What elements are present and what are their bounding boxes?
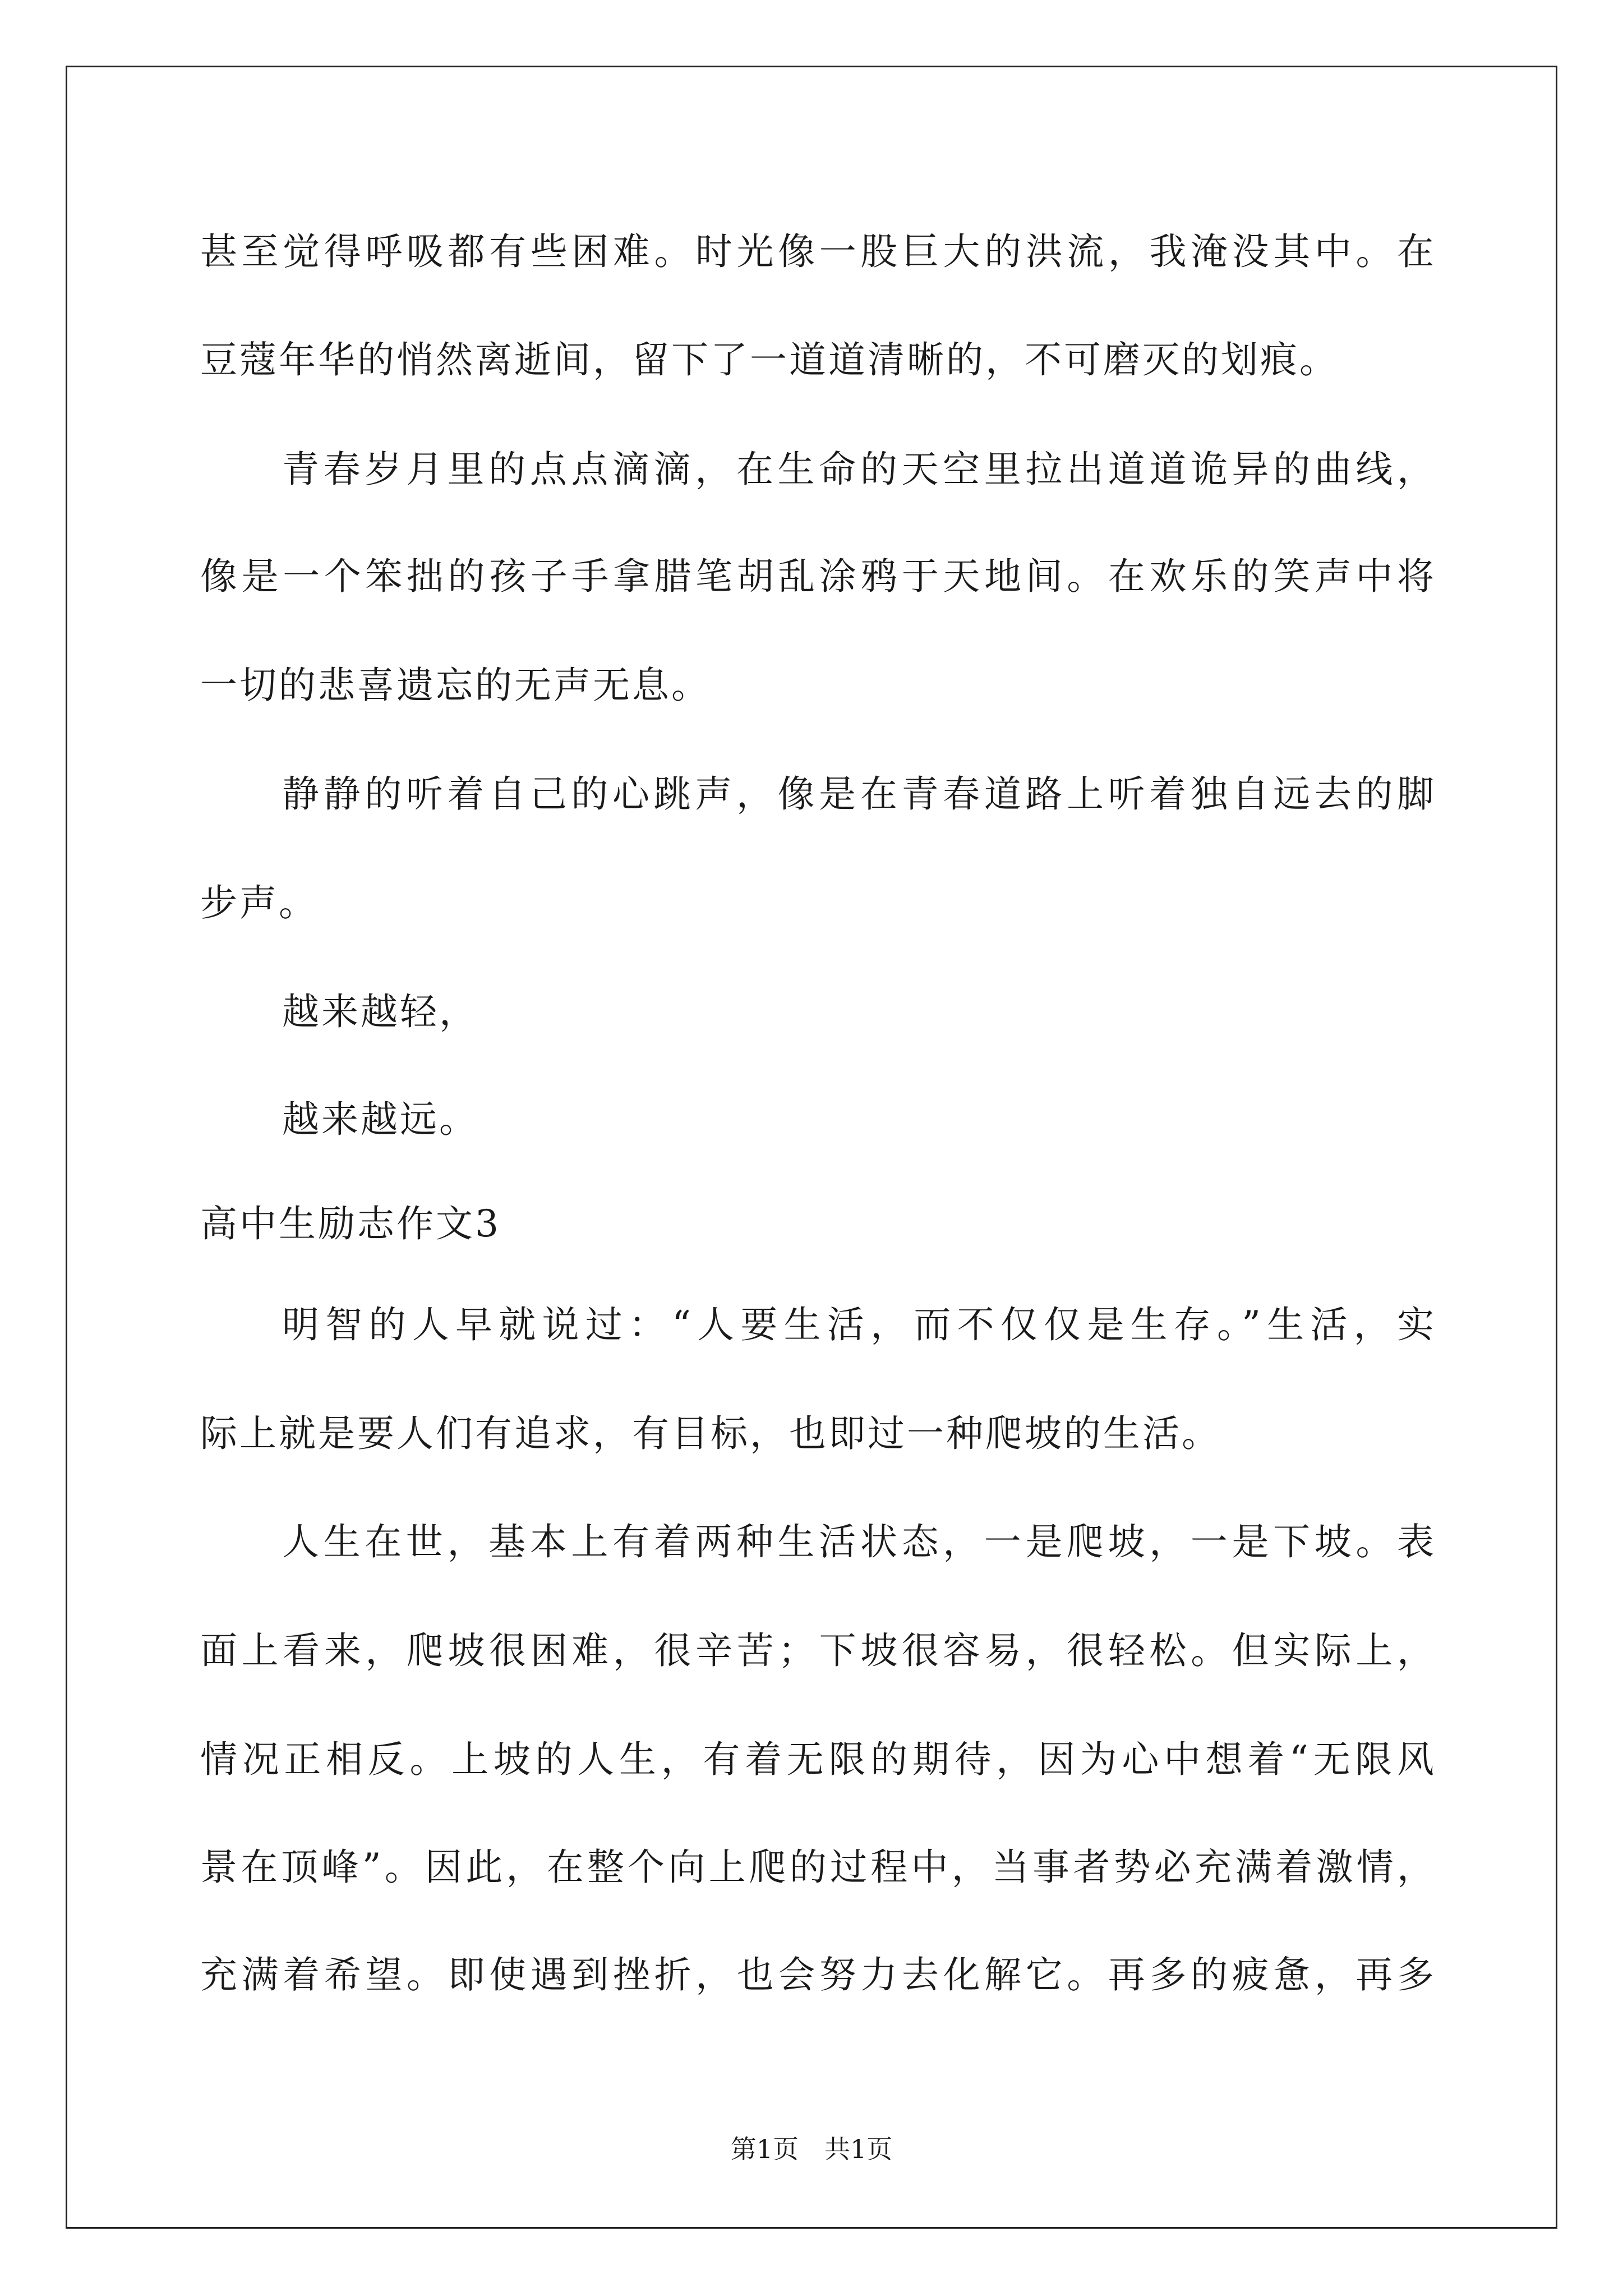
- page-footer: 第1页 共1页: [730, 2134, 893, 2164]
- paragraph-start-line: 越来越轻，: [282, 990, 478, 1033]
- text-line: 际上就是要人们有追求，有目标，也即过一种爬坡的生活。: [200, 1412, 1221, 1455]
- text-line: 情况正相反。上坡的人生，有着无限的期待，因为心中想着“无限风: [200, 1738, 1434, 1781]
- text-line: 甚至觉得呼吸都有些困难。时光像一股巨大的洪流，我淹没其中。在: [200, 230, 1434, 273]
- text-line: 一切的悲喜遗忘的无声无息。: [200, 664, 711, 707]
- page-border: [66, 66, 1557, 2229]
- paragraph-start-line: 青春岁月里的点点滴滴，在生命的天空里拉出道道诡异的曲线，: [282, 448, 1434, 491]
- paragraph-start-line: 静静的听着自己的心跳声，像是在青春道路上听着独自远去的脚: [282, 772, 1434, 816]
- text-line: 步声。: [200, 881, 318, 924]
- text-line: 面上看来，爬坡很困难，很辛苦；下坡很容易，很轻松。但实际上，: [200, 1629, 1434, 1672]
- paragraph-start-line: 明智的人早就说过：“人要生活，而不仅仅是生存。”生活，实: [282, 1303, 1434, 1346]
- text-line: 景在顶峰”。因此，在整个向上爬的过程中，当事者势必充满着激情，: [200, 1846, 1434, 1889]
- text-line: 充满着希望。即使遇到挫折，也会努力去化解它。再多的疲惫，再多: [200, 1953, 1434, 1996]
- paragraph-start-line: 人生在世，基本上有着两种生活状态，一是爬坡，一是下坡。表: [282, 1520, 1434, 1563]
- text-line: 豆蔻年华的悄然离逝间，留下了一道道清晰的，不可磨灭的划痕。: [200, 338, 1339, 381]
- text-line: 像是一个笨拙的孩子手拿腊笔胡乱涂鸦于天地间。在欢乐的笑声中将: [200, 555, 1434, 598]
- paragraph-start-line: 越来越远。: [282, 1098, 478, 1141]
- section-heading: 高中生励志作文3: [200, 1202, 501, 1245]
